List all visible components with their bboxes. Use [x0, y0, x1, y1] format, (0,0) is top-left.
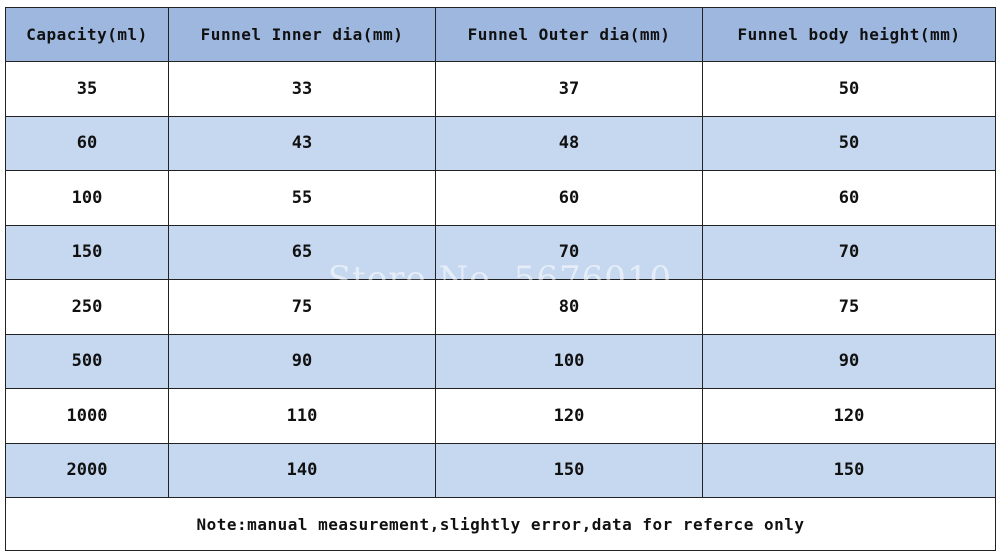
cell-inner-dia: 65 — [169, 225, 436, 280]
store-watermark: Store No. 5676010 — [327, 259, 673, 299]
cell-capacity: 60 — [6, 116, 169, 171]
cell-outer-dia: 60 — [436, 171, 703, 226]
cell-body-height: 150 — [703, 443, 996, 498]
table-row — [6, 62, 996, 117]
cell-capacity: 150 — [6, 225, 169, 280]
cell-outer-dia: 48 — [436, 116, 703, 171]
cell-capacity: 500 — [6, 334, 169, 389]
note-row — [6, 498, 996, 551]
table-row — [6, 280, 996, 335]
column-header-outer-dia: Funnel Outer dia(mm) — [436, 8, 703, 62]
column-header-inner-dia: Funnel Inner dia(mm) — [169, 8, 436, 62]
cell-capacity: 2000 — [6, 443, 169, 498]
cell-capacity: 35 — [6, 62, 169, 117]
cell-outer-dia: 150 — [436, 443, 703, 498]
cell-body-height: 50 — [703, 116, 996, 171]
cell-inner-dia: 90 — [169, 334, 436, 389]
header-row — [6, 8, 996, 62]
table-row — [6, 334, 996, 389]
funnel-spec-table — [5, 7, 996, 551]
cell-outer-dia: 70 — [436, 225, 703, 280]
table-row — [6, 389, 996, 444]
cell-inner-dia: 75 — [169, 280, 436, 335]
cell-outer-dia: 100 — [436, 334, 703, 389]
cell-capacity: 250 — [6, 280, 169, 335]
cell-outer-dia: 120 — [436, 389, 703, 444]
spec-sheet — [5, 7, 995, 550]
table-row — [6, 225, 996, 280]
cell-capacity: 100 — [6, 171, 169, 226]
cell-inner-dia: 33 — [169, 62, 436, 117]
table-row — [6, 116, 996, 171]
cell-inner-dia: 43 — [169, 116, 436, 171]
cell-body-height: 75 — [703, 280, 996, 335]
cell-body-height: 90 — [703, 334, 996, 389]
cell-inner-dia: 55 — [169, 171, 436, 226]
cell-body-height: 60 — [703, 171, 996, 226]
cell-inner-dia: 140 — [169, 443, 436, 498]
cell-outer-dia: 80 — [436, 280, 703, 335]
column-header-capacity: Capacity(ml) — [6, 8, 169, 62]
cell-body-height: 120 — [703, 389, 996, 444]
table-note: Note:manual measurement,slightly error,data for referce only — [6, 498, 996, 551]
cell-capacity: 1000 — [6, 389, 169, 444]
cell-outer-dia: 37 — [436, 62, 703, 117]
table-row — [6, 171, 996, 226]
cell-inner-dia: 110 — [169, 389, 436, 444]
table-row — [6, 443, 996, 498]
cell-body-height: 70 — [703, 225, 996, 280]
column-header-body-height: Funnel body height(mm) — [703, 8, 996, 62]
cell-body-height: 50 — [703, 62, 996, 117]
